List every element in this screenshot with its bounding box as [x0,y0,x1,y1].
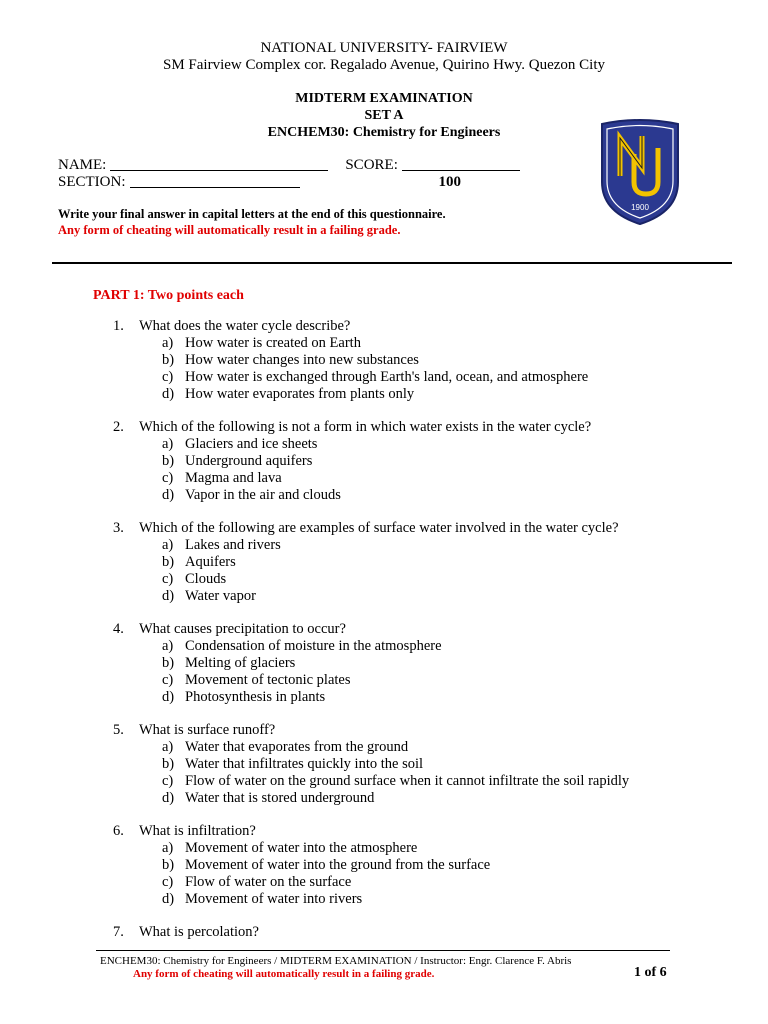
score-label: SCORE: [345,157,398,173]
question-item [113,621,629,706]
instruction-cheating: Any form of cheating will automatically result in a failing grade. [58,223,401,237]
choice-letter: a) [162,739,174,755]
answer-choice [113,857,629,874]
answer-choice [113,672,629,689]
choice-text: Water that infiltrates quickly into the soil [185,756,424,772]
choice-text: How water evaporates from plants only [185,386,415,402]
choice-text: Water vapor [185,588,256,604]
section-field[interactable] [130,174,300,188]
choice-letter: b) [162,655,175,671]
choice-letter: a) [162,537,174,553]
choice-text: Magma and lava [185,470,282,486]
answer-choice [113,638,629,655]
answer-choice [113,874,629,891]
question-stem [113,621,629,638]
question-text: What is infiltration? [139,823,256,839]
question-number: 6. [113,823,124,839]
question-number: 3. [113,520,124,536]
choice-letter: c) [162,773,174,789]
instruction-answer: Write your final answer in capital letters at the end of this questionnaire. [58,207,446,221]
choice-letter: a) [162,840,174,856]
question-item [113,318,629,403]
question-stem [113,924,629,941]
question-item [113,520,629,605]
university-name: NATIONAL UNIVERSITY- FAIRVIEW [260,40,508,56]
choice-text: Underground aquifers [185,453,313,469]
question-stem [113,318,629,335]
question-stem [113,823,629,840]
choice-text: Movement of water into the atmosphere [185,840,418,856]
answer-choice [113,470,629,487]
answer-choice [113,756,629,773]
choice-letter: a) [162,335,174,351]
instructions [58,206,446,238]
question-item [113,722,629,807]
choice-letter: d) [162,386,175,402]
choice-text: Glaciers and ice sheets [185,436,318,452]
name-field[interactable] [110,157,328,171]
question-number: 4. [113,621,124,637]
choice-letter: c) [162,369,174,385]
nu-shield-logo [598,118,682,226]
footer-divider [96,950,670,951]
choice-letter: d) [162,689,175,705]
question-text: What causes precipitation to occur? [139,621,346,637]
footer-course-info: ENCHEM30: Chemistry for Engineers / MIDTERM EXAMINATION / Instructor: Engr. Clarence F. Abris [100,955,572,967]
part-title: PART 1: Two points each [93,288,244,303]
answer-choice [113,571,629,588]
choice-text: Melting of glaciers [185,655,296,671]
answer-choice [113,840,629,857]
choice-text: How water is created on Earth [185,335,361,351]
answer-choice [113,655,629,672]
choice-letter: c) [162,571,174,587]
choice-text: Lakes and rivers [185,537,281,553]
question-text: What is surface runoff? [139,722,276,738]
choice-text: How water is exchanged through Earth's land, ocean, and atmosphere [185,369,589,385]
choice-letter: d) [162,487,175,503]
choice-letter: b) [162,857,175,873]
page-number: 1 of 6 [634,965,667,980]
question-item [113,823,629,908]
answer-choice [113,891,629,908]
choice-text: Flow of water on the ground surface when it cannot infiltrate the soil rapidly [185,773,630,789]
choice-letter: a) [162,638,174,654]
question-item [113,419,629,504]
question-number: 5. [113,722,124,738]
answer-choice [113,588,629,605]
choice-letter: a) [162,436,174,452]
question-stem [113,520,629,537]
question-stem [113,419,629,436]
header-divider [52,262,732,264]
question-number: 2. [113,419,124,435]
footer-cheating-warning: Any form of cheating will automatically result in a failing grade. [133,968,435,980]
student-fields [58,157,520,191]
choice-text: Aquifers [185,554,236,570]
choice-text: Water that evaporates from the ground [185,739,409,755]
choice-text: Movement of tectonic plates [185,672,351,688]
question-text: What is percolation? [139,924,259,940]
choice-text: Flow of water on the surface [185,874,352,890]
choice-letter: c) [162,672,174,688]
choice-letter: d) [162,891,175,907]
choice-text: Photosynthesis in plants [185,689,326,705]
answer-choice [113,689,629,706]
svg-text:1900: 1900 [631,203,649,212]
choice-text: Clouds [185,571,227,587]
choice-letter: c) [162,470,174,486]
answer-choice [113,537,629,554]
choice-text: Condensation of moisture in the atmosphere [185,638,442,654]
choice-text: How water changes into new substances [185,352,419,368]
name-label: NAME: [58,157,107,173]
answer-choice [113,554,629,571]
section-label: SECTION: [58,174,126,190]
question-text: Which of the following is not a form in which water exists in the water cycle? [139,419,592,435]
answer-choice [113,453,629,470]
choice-letter: b) [162,554,175,570]
choice-text: Water that is stored underground [185,790,375,806]
question-text: What does the water cycle describe? [139,318,351,334]
choice-letter: d) [162,790,175,806]
choice-text: Movement of water into the ground from the surface [185,857,491,873]
answer-choice [113,352,629,369]
answer-choice [113,369,629,386]
course-title: ENCHEM30: Chemistry for Engineers [267,125,501,140]
answer-choice [113,773,629,790]
choice-text: Movement of water into rivers [185,891,363,907]
exam-set: SET A [364,108,404,123]
exam-title: MIDTERM EXAMINATION [295,91,473,106]
university-address: SM Fairview Complex cor. Regalado Avenue, Quirino Hwy. Quezon City [162,57,606,73]
choice-letter: d) [162,588,175,604]
choice-letter: b) [162,453,175,469]
answer-choice [113,335,629,352]
question-stem [113,722,629,739]
answer-choice [113,790,629,807]
choice-letter: b) [162,756,175,772]
score-total: 100 [438,174,461,190]
question-item [113,924,629,941]
score-field[interactable] [402,157,520,171]
choice-letter: b) [162,352,175,368]
choice-letter: c) [162,874,174,890]
question-text: Which of the following are examples of surface water involved in the water cycle? [139,520,619,536]
question-number: 1. [113,318,124,334]
answer-choice [113,386,629,403]
question-list [113,318,629,957]
answer-choice [113,487,629,504]
question-number: 7. [113,924,124,940]
answer-choice [113,436,629,453]
choice-text: Vapor in the air and clouds [185,487,341,503]
answer-choice [113,739,629,756]
